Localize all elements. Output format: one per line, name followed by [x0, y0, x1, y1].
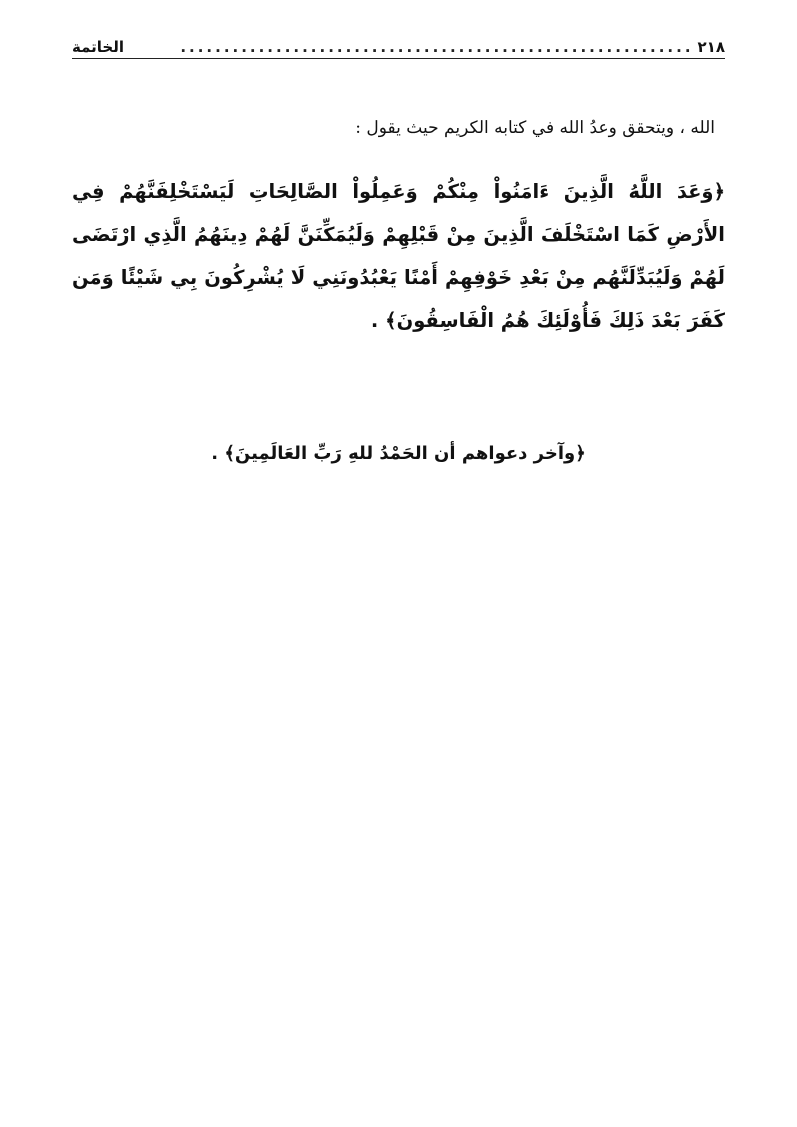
verse-open-bracket: ﴿: [713, 179, 725, 203]
chapter-title: الخاتمة: [72, 38, 125, 56]
closing-text: وآخر دعواهم أن الحَمْدُ للهِ رَبِّ العَالَمِينَ: [234, 443, 576, 464]
quran-verse: [72, 170, 725, 342]
page-number: ٢١٨: [697, 38, 725, 56]
verse-close-bracket: ﴾: [385, 308, 397, 332]
closing-supplication: [150, 436, 647, 472]
running-header: [72, 32, 725, 59]
closing-end: .: [211, 443, 225, 464]
verse-end: .: [370, 308, 386, 332]
closing-close-bracket: ﴾: [224, 443, 235, 464]
verse-text: وَعَدَ اللَّهُ الَّذِينَ ءَامَنُواْ مِنْكُمْ وَعَمِلُواْ الصَّالِحَاتِ لَيَسْتَخْلِفَنَّهُمْ فِي الأَرْضِ كَمَا اسْتَخْلَفَ الَّذِينَ مِنْ قَبْلِهِمْ وَلَيُمَكِّنَنَّ لَهُمْ دِينَهُمُ الَّذِي ارْتَضَى لَهُمْ وَلَيُبَدِّلَنَّهُم مِنْ بَعْدِ خَوْفِهِمْ أَمْنًا يَعْبُدُونَنِي لَا يُشْرِكُونَ بِي شَيْئًا وَمَن كَفَرَ بَعْدَ ذَلِكَ فَأُوْلَئِكَ هُمُ الْفَاسِقُونَ: [72, 179, 725, 332]
closing-open-bracket: ﴿: [575, 443, 586, 464]
header-leader-dots: ...........................................................: [180, 38, 694, 56]
intro-line: الله ، ويتحقق وعدُ الله في كتابه الكريم حيث يقول :: [355, 118, 715, 138]
